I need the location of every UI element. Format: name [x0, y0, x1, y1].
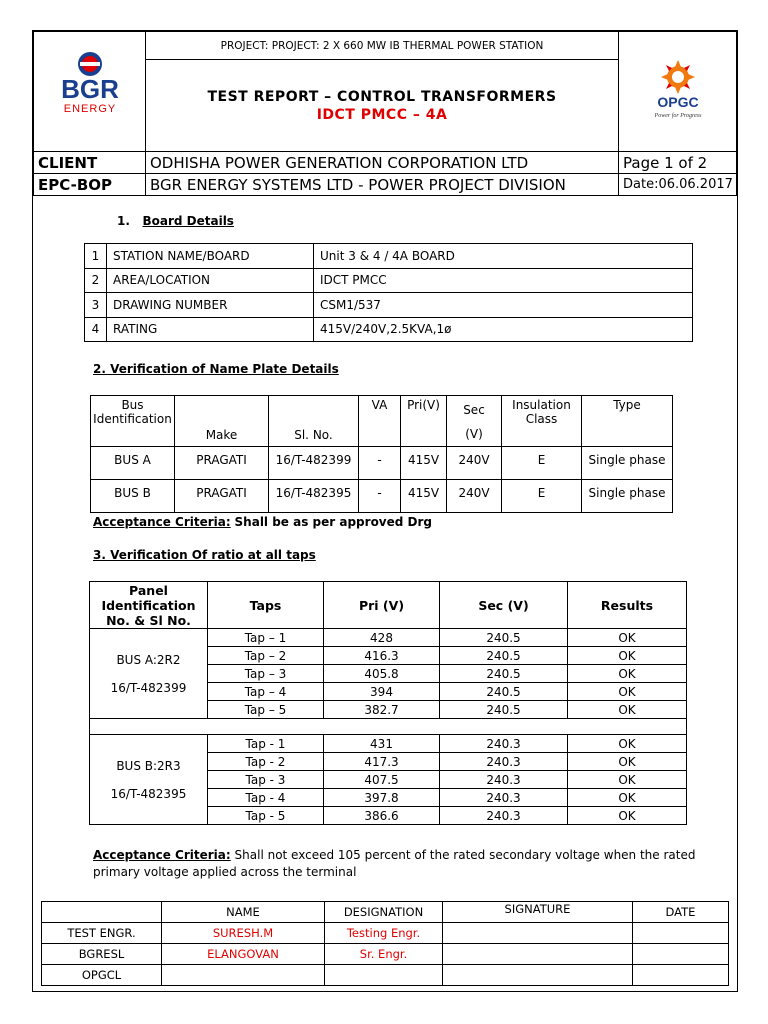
page-number: Page 1 of 2 — [619, 152, 737, 174]
tap-spacer — [90, 719, 687, 735]
section2-criteria-label: Acceptance Criteria: — [93, 515, 231, 529]
section3-criteria-text: Shall not exceed 105 percent of the rated secondary voltage when the rated primary voltage applied across the terminal — [93, 848, 696, 879]
board-detail-no: 2 — [85, 268, 107, 293]
sig-designation-header: DESIGNATION — [325, 902, 443, 923]
tap-pri: 382.7 — [324, 701, 440, 719]
board-detail-label: RATING — [107, 317, 314, 342]
tap-result: OK — [568, 647, 687, 665]
tap-result: OK — [568, 629, 687, 647]
tap-panel-name: BUS B:2R3 — [116, 758, 181, 773]
tap-sec: 240.3 — [440, 807, 568, 825]
tap-panel-serial: 16/T-482395 — [110, 786, 187, 801]
sig-date — [633, 923, 729, 944]
tap-sec: 240.5 — [440, 629, 568, 647]
tap-name: Tap - 2 — [208, 753, 324, 771]
col-make: Make — [175, 396, 269, 447]
signature-row — [42, 965, 729, 986]
report-date: Date:06.06.2017 — [619, 174, 737, 196]
nameplate-bus: BUS A — [91, 447, 175, 480]
tap-result: OK — [568, 683, 687, 701]
board-detail-label: STATION NAME/BOARD — [107, 244, 314, 269]
client-row — [34, 152, 737, 174]
nameplate-row — [91, 480, 673, 513]
bgr-logo-icon — [55, 50, 125, 130]
tap-panel-serial: 16/T-482399 — [110, 680, 187, 695]
tap-result: OK — [568, 735, 687, 753]
tap-result: OK — [568, 771, 687, 789]
col-sec — [447, 396, 502, 447]
signature-row — [42, 923, 729, 944]
tap-name: Tap – 1 — [208, 629, 324, 647]
tap-header-row — [90, 582, 687, 629]
sig-date — [633, 965, 729, 986]
opgc-logo-tagline: Power for Progress — [654, 112, 701, 119]
tap-row — [90, 735, 687, 753]
tap-result: OK — [568, 701, 687, 719]
col-panel-line1: Panel — [129, 582, 168, 598]
sig-role: BGRESL — [42, 944, 162, 965]
section2-heading — [93, 362, 339, 376]
sig-name — [162, 965, 325, 986]
tap-sec: 240.5 — [440, 701, 568, 719]
board-details-table — [84, 243, 693, 342]
board-detail-value: 415V/240V,2.5KVA,1ø — [314, 317, 693, 342]
nameplate-sec: 240V — [447, 447, 502, 480]
nameplate-va: - — [359, 447, 401, 480]
sig-name-header: NAME — [162, 902, 325, 923]
section3-title: 3. Verification Of ratio at all taps — [93, 548, 316, 562]
sig-role-header — [42, 902, 162, 923]
nameplate-pri: 415V — [401, 480, 447, 513]
col-pri-v: Pri (V) — [324, 582, 440, 629]
tap-name: Tap – 2 — [208, 647, 324, 665]
nameplate-table — [90, 395, 673, 513]
nameplate-ins: E — [502, 480, 582, 513]
tap-spacer-row — [90, 719, 687, 735]
tap-pri: 405.8 — [324, 665, 440, 683]
tap-sec: 240.5 — [440, 665, 568, 683]
nameplate-sec: 240V — [447, 480, 502, 513]
tap-panel-identification — [90, 629, 208, 719]
board-detail-no: 3 — [85, 293, 107, 318]
tap-name: Tap - 1 — [208, 735, 324, 753]
nameplate-sl: 16/T-482395 — [269, 480, 359, 513]
board-detail-no: 1 — [85, 244, 107, 269]
nameplate-make: PRAGATI — [175, 447, 269, 480]
tap-sec: 240.3 — [440, 735, 568, 753]
col-sec-line1: Sec — [463, 403, 485, 417]
opgc-logo — [619, 32, 737, 152]
col-type: Type — [582, 396, 673, 447]
client-value: ODHISHA POWER GENERATION CORPORATION LTD — [146, 152, 619, 174]
col-panel-line3: No. & Sl No. — [106, 612, 191, 628]
tap-pri: 394 — [324, 683, 440, 701]
opgc-logo-text: OPGC — [656, 93, 699, 110]
title-block — [146, 60, 619, 152]
board-detail-label: DRAWING NUMBER — [107, 293, 314, 318]
tap-result: OK — [568, 665, 687, 683]
sig-date — [633, 944, 729, 965]
tap-sec: 240.5 — [440, 683, 568, 701]
tap-name: Tap - 5 — [208, 807, 324, 825]
report-title: TEST REPORT – CONTROL TRANSFORMERS — [207, 88, 557, 105]
board-detail-row — [85, 317, 693, 342]
sig-name: ELANGOVAN — [162, 944, 325, 965]
board-detail-label: AREA/LOCATION — [107, 268, 314, 293]
sig-name: SURESH.M — [162, 923, 325, 944]
signature-row — [42, 944, 729, 965]
nameplate-header-row — [91, 396, 673, 447]
epc-label: EPC-BOP — [34, 174, 146, 196]
tap-name: Tap – 3 — [208, 665, 324, 683]
tap-name: Tap – 5 — [208, 701, 324, 719]
tap-sec: 240.3 — [440, 771, 568, 789]
nameplate-type: Single phase — [582, 480, 673, 513]
signature-header-row — [42, 902, 729, 923]
tap-pri: 417.3 — [324, 753, 440, 771]
tap-result: OK — [568, 753, 687, 771]
tap-panel-identification — [90, 735, 208, 825]
col-va: VA — [359, 396, 401, 447]
board-detail-value: Unit 3 & 4 / 4A BOARD — [314, 244, 693, 269]
section1-heading — [117, 214, 234, 228]
col-bus-identification: Bus Identification — [91, 396, 175, 447]
board-detail-row — [85, 244, 693, 269]
nameplate-make: PRAGATI — [175, 480, 269, 513]
nameplate-pri: 415V — [401, 447, 447, 480]
report-page — [32, 30, 738, 992]
section3-criteria — [93, 847, 723, 881]
epc-value: BGR ENERGY SYSTEMS LTD - POWER PROJECT DIVISION — [146, 174, 619, 196]
board-detail-value: IDCT PMCC — [314, 268, 693, 293]
opgc-logo-icon — [638, 55, 718, 125]
nameplate-bus: BUS B — [91, 480, 175, 513]
sig-designation: Testing Engr. — [325, 923, 443, 944]
tap-sec: 240.3 — [440, 753, 568, 771]
section3-criteria-label: Acceptance Criteria: — [93, 848, 231, 862]
tap-name: Tap - 3 — [208, 771, 324, 789]
nameplate-row — [91, 447, 673, 480]
tap-pri: 397.8 — [324, 789, 440, 807]
board-detail-row — [85, 268, 693, 293]
bgr-logo-text: BGR — [60, 73, 119, 104]
bgr-logo-subtext: ENERGY — [63, 102, 116, 115]
section1-title: Board Details — [142, 214, 234, 228]
report-subtitle: IDCT PMCC – 4A — [316, 106, 448, 123]
tap-panel-name: BUS A:2R2 — [116, 652, 181, 667]
sig-signature — [443, 944, 633, 965]
section1-number: 1. — [117, 214, 130, 228]
tap-name: Tap – 4 — [208, 683, 324, 701]
sig-designation: Sr. Engr. — [325, 944, 443, 965]
col-serial: Sl. No. — [269, 396, 359, 447]
bgr-logo — [34, 32, 146, 152]
section3-heading — [93, 548, 316, 562]
board-detail-row — [85, 293, 693, 318]
tap-pri: 416.3 — [324, 647, 440, 665]
nameplate-ins: E — [502, 447, 582, 480]
section2-criteria-text: Shall be as per approved Drg — [234, 515, 433, 529]
col-panel-identification — [90, 582, 208, 629]
col-insulation: Insulation Class — [502, 396, 582, 447]
col-panel-line2: Identification — [101, 597, 196, 613]
col-pri: Pri(V) — [401, 396, 447, 447]
col-sec-v: Sec (V) — [440, 582, 568, 629]
tap-result: OK — [568, 807, 687, 825]
signature-table — [41, 901, 729, 986]
sig-role: TEST ENGR. — [42, 923, 162, 944]
project-name: PROJECT: PROJECT: 2 X 660 MW IB THERMAL POWER STATION — [146, 32, 619, 60]
tap-name: Tap - 4 — [208, 789, 324, 807]
col-sec-line2: (V) — [465, 427, 483, 441]
section2-criteria — [93, 515, 432, 529]
tap-pri: 428 — [324, 629, 440, 647]
section2-title: 2. Verification of Name Plate Details — [93, 362, 339, 376]
epc-row — [34, 174, 737, 196]
col-results: Results — [568, 582, 687, 629]
board-detail-value: CSM1/537 — [314, 293, 693, 318]
sig-signature-header: SIGNATURE — [443, 902, 633, 923]
nameplate-type: Single phase — [582, 447, 673, 480]
sig-date-header: DATE — [633, 902, 729, 923]
tap-row — [90, 629, 687, 647]
sig-designation — [325, 965, 443, 986]
tap-pri: 407.5 — [324, 771, 440, 789]
tap-sec: 240.3 — [440, 789, 568, 807]
tap-pri: 431 — [324, 735, 440, 753]
tap-ratio-table — [89, 581, 687, 825]
sig-role: OPGCL — [42, 965, 162, 986]
sig-signature — [443, 923, 633, 944]
board-detail-no: 4 — [85, 317, 107, 342]
col-taps: Taps — [208, 582, 324, 629]
tap-sec: 240.5 — [440, 647, 568, 665]
client-label: CLIENT — [34, 152, 146, 174]
tap-pri: 386.6 — [324, 807, 440, 825]
tap-result: OK — [568, 789, 687, 807]
sig-signature — [443, 965, 633, 986]
report-header — [33, 31, 737, 196]
nameplate-va: - — [359, 480, 401, 513]
nameplate-sl: 16/T-482399 — [269, 447, 359, 480]
